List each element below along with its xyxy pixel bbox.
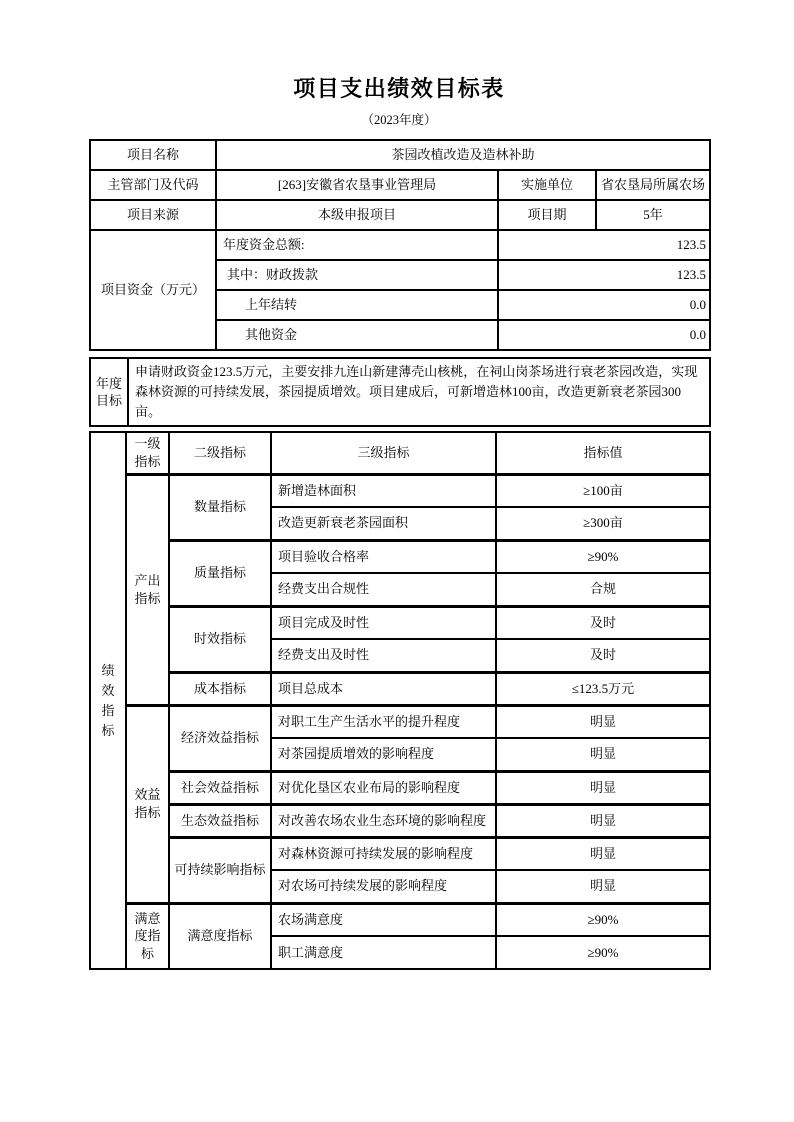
level2-ecological: 生态效益指标 — [169, 804, 271, 837]
header-level2: 二级指标 — [169, 432, 271, 474]
indicator-name: 经费支出及时性 — [271, 639, 496, 672]
funding-amount-total: 123.5 — [498, 230, 710, 260]
indicator-value: 明显 — [496, 837, 710, 870]
page-title: 项目支出绩效目标表 — [293, 76, 505, 101]
level2-sustainable: 可持续影响指标 — [169, 837, 271, 903]
annual-goal-label: 年度目标 — [90, 358, 128, 426]
funding-amount-carryover: 0.0 — [498, 290, 710, 320]
indicator-name: 对农场可持续发展的影响程度 — [271, 870, 496, 903]
level1-satisfaction: 满意度指标 — [126, 903, 169, 969]
indicator-name: 对森林资源可持续发展的影响程度 — [271, 837, 496, 870]
indicator-value: ≤123.5万元 — [496, 672, 710, 705]
indicator-name: 经费支出合规性 — [271, 573, 496, 606]
level2-timeliness: 时效指标 — [169, 606, 271, 672]
department-value: [263]安徽省农垦事业管理局 — [216, 170, 498, 200]
table-row — [90, 170, 710, 200]
project-info-table — [89, 139, 711, 351]
implementing-unit-label: 实施单位 — [498, 170, 596, 200]
indicator-name: 项目完成及时性 — [271, 606, 496, 639]
indicator-name: 对职工生产生活水平的提升程度 — [271, 705, 496, 738]
indicator-value: 及时 — [496, 639, 710, 672]
indicator-name: 新增造林面积 — [271, 474, 496, 507]
indicator-name: 项目总成本 — [271, 672, 496, 705]
indicator-value: 及时 — [496, 606, 710, 639]
table-row — [90, 200, 710, 230]
report-year: （2023年度） — [361, 113, 437, 127]
indicator-name: 职工满意度 — [271, 936, 496, 969]
funding-item-carryover: 上年结转 — [216, 290, 498, 320]
table-row — [90, 672, 710, 705]
table-row — [90, 606, 710, 639]
funding-item-fiscal: 其中：财政拨款 — [216, 260, 498, 290]
implementing-unit-value: 省农垦局所属农场 — [596, 170, 710, 200]
table-row — [90, 903, 710, 936]
header-level1: 一级指标 — [126, 432, 169, 474]
indicator-value: ≥90% — [496, 936, 710, 969]
level2-cost: 成本指标 — [169, 672, 271, 705]
table-row — [90, 540, 710, 573]
indicator-value: 合规 — [496, 573, 710, 606]
level2-social: 社会效益指标 — [169, 771, 271, 804]
annual-goal-table — [89, 357, 711, 427]
indicator-value: 明显 — [496, 738, 710, 771]
indicator-value: ≥100亩 — [496, 474, 710, 507]
indicators-table — [89, 431, 711, 970]
performance-indicators-side-label — [90, 432, 126, 969]
funding-item-total: 年度资金总额: — [216, 230, 498, 260]
funding-item-other: 其他资金 — [216, 320, 498, 350]
document-content — [89, 76, 709, 970]
project-period-label: 项目期 — [498, 200, 596, 230]
indicator-name: 农场满意度 — [271, 903, 496, 936]
department-label: 主管部门及代码 — [90, 170, 216, 200]
level1-output: 产出指标 — [126, 474, 169, 705]
level2-quantity: 数量指标 — [169, 474, 271, 540]
indicator-name: 对改善农场农业生态环境的影响程度 — [271, 804, 496, 837]
indicator-value: ≥300亩 — [496, 507, 710, 540]
table-row — [90, 474, 710, 507]
indicator-value: 明显 — [496, 771, 710, 804]
table-row — [90, 804, 710, 837]
table-row — [90, 771, 710, 804]
table-row — [90, 140, 710, 170]
table-row — [90, 837, 710, 870]
level2-satisfaction: 满意度指标 — [169, 903, 271, 969]
project-source-label: 项目来源 — [90, 200, 216, 230]
funding-section-label: 项目资金（万元） — [90, 230, 216, 350]
level1-benefit: 效益指标 — [126, 705, 169, 903]
level2-economic: 经济效益指标 — [169, 705, 271, 771]
table-row — [90, 358, 710, 426]
annual-goal-text: 申请财政资金123.5万元，主要安排九连山新建薄壳山核桃，在祠山岗茶场进行衰老茶园改造，实现森林资源的可持续发展，茶园提质增效。项目建成后，可新增造林100亩，改造更新衰老茶园300亩。 — [128, 358, 710, 426]
indicator-value: ≥90% — [496, 903, 710, 936]
side-label-text: 绩效指标 — [101, 662, 115, 738]
project-name-value: 茶园改植改造及造林补助 — [216, 140, 710, 170]
project-source-value: 本级申报项目 — [216, 200, 498, 230]
indicator-value: ≥90% — [496, 540, 710, 573]
indicator-name: 对茶园提质增效的影响程度 — [271, 738, 496, 771]
table-row — [90, 230, 710, 260]
indicator-value: 明显 — [496, 705, 710, 738]
indicators-header-row — [90, 432, 710, 474]
indicator-value: 明显 — [496, 870, 710, 903]
project-name-label: 项目名称 — [90, 140, 216, 170]
funding-amount-other: 0.0 — [498, 320, 710, 350]
table-row — [90, 705, 710, 738]
header-value: 指标值 — [496, 432, 710, 474]
header-level3: 三级指标 — [271, 432, 496, 474]
indicator-name: 改造更新衰老茶园面积 — [271, 507, 496, 540]
level2-quality: 质量指标 — [169, 540, 271, 606]
indicator-name: 项目验收合格率 — [271, 540, 496, 573]
indicator-value: 明显 — [496, 804, 710, 837]
project-period-value: 5年 — [596, 200, 710, 230]
funding-amount-fiscal: 123.5 — [498, 260, 710, 290]
indicator-name: 对优化垦区农业布局的影响程度 — [271, 771, 496, 804]
